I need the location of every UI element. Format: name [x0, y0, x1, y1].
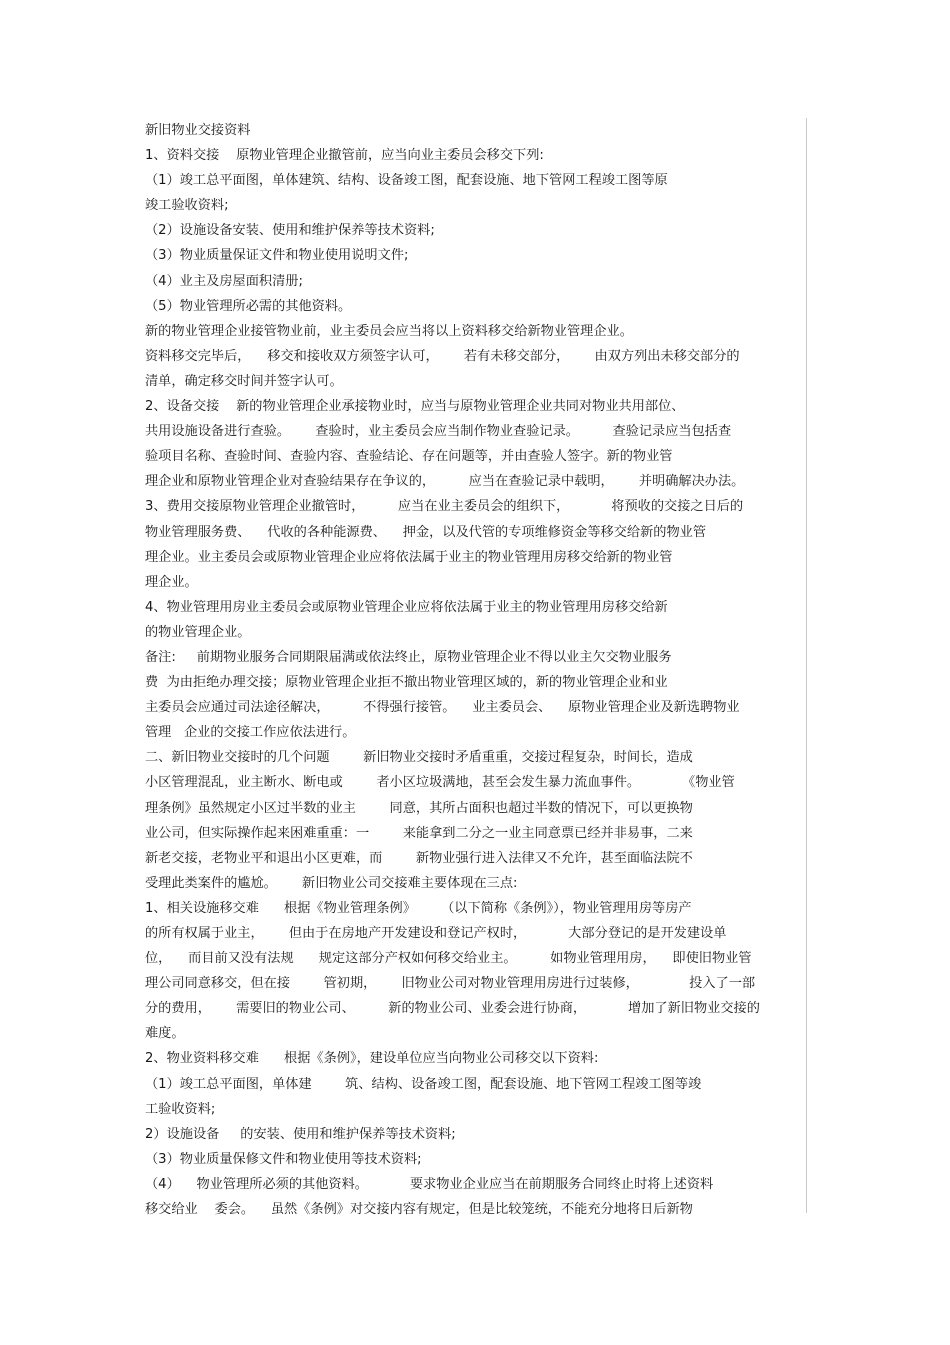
text-line: 3、费用交接原物业管理企业撤管时， 应当在业主委员会的组织下， 将预收的交接之日后的 [145, 499, 744, 515]
text-line: 2、设备交接 新的物业管理企业承接物业时，应当与原物业管理企业共同对物业共用部位、 [145, 399, 685, 415]
text-line: 资料移交完毕后， 移交和接收双方须签字认可， 若有未移交部分， 由双方列出未移交部分的 [145, 348, 740, 364]
text-line: （1）竣工总平面图，单体建筑、结构、设备竣工图，配套设施、地下管网工程竣工图等原 [145, 173, 668, 189]
text-line: （1）竣工总平面图，单体建 筑、结构、设备竣工图，配套设施、地下管网工程竣工图等竣 [145, 1076, 702, 1092]
text-line: 移交给业 委会。 虽然《条例》对交接内容有规定，但是比较笼统，不能充分地将日后新物 [145, 1202, 693, 1218]
text-line: 理企业。业主委员会或原物业管理企业应将依法属于业主的物业管理用房移交给新的物业管 [145, 549, 673, 565]
text-line: 费 为由拒绝办理交接；原物业管理企业拒不撤出物业管理区域的，新的物业管理企业和业 [145, 675, 668, 691]
text-line: 2、物业资料移交难 根据《条例》，建设单位应当向物业公司移交以下资料: [145, 1051, 599, 1067]
text-line: 4、物业管理用房业主委员会或原物业管理企业应将依法属于业主的物业管理用房移交给新 [145, 599, 668, 615]
text-line: 1、资料交接 原物业管理企业撤管前，应当向业主委员会移交下列: [145, 148, 544, 164]
text-line: （4） 物业管理所必须的其他资料。 要求物业企业应当在前期服务合同终止时将上述资料 [145, 1176, 714, 1192]
text-line: 1、相关设施移交难 根据《物业管理条例》 （以下简称《条例》），物业管理用房等房产 [145, 900, 692, 916]
text-line: 理企业和原物业管理企业对查验结果存在争议的， 应当在查验记录中载明， 并明确解决办法。 [145, 474, 745, 490]
text-line: （3）物业质量保证文件和物业使用说明文件; [145, 248, 409, 264]
text-line: （4）业主及房屋面积清册; [145, 273, 303, 289]
text-line: 的所有权属于业主， 但由于在房地产开发建设和登记产权时， 大部分登记的是开发建设单 [145, 926, 727, 941]
document-title: 新旧物业交接资料 [145, 123, 251, 138]
text-line: 验项目名称、查验时间、查验内容、查验结论、存在问题等，并由查验人签字。新的物业管 [145, 449, 673, 465]
text-line: （2）设施设备安装、使用和维护保养等技术资料; [145, 223, 435, 239]
text-line: （5）物业管理所必需的其他资料。 [145, 298, 352, 314]
text-line: 受理此类案件的尴尬。 新旧物业公司交接难主要体现在三点: [145, 875, 518, 891]
text-line: 小区管理混乱，业主断水、断电或 者小区垃圾满地，甚至会发生暴力流血事件。 《物业管 [145, 775, 735, 791]
text-line: 工验收资料; [145, 1101, 216, 1117]
text-line: 共用设施设备进行查验。 查验时，业主委员会应当制作物业查验记录。 查验记录应当包括查 [145, 424, 732, 440]
text-line: 理公司同意移交，但在接 管初期， 旧物业公司对物业管理用房进行过装修， 投入了一部 [145, 976, 756, 992]
text-line: 新的物业管理企业接管物业前，业主委员会应当将以上资料移交给新物业管理企业。 [145, 323, 633, 339]
text-line: 管理 企业的交接工作应依法进行。 [145, 725, 356, 741]
text-line: 清单，确定移交时间并签字认可。 [145, 373, 343, 389]
text-line: 竣工验收资料; [145, 198, 229, 214]
text-line: 业公司，但实际操作起来困难重重：一 来能拿到二分之一业主同意票已经并非易事，二来 [145, 825, 693, 841]
text-line: 新老交接，老物业平和退出小区更难，而 新物业强行进入法律又不允许，甚至面临法院不 [145, 850, 693, 866]
text-line: 理条例》虽然规定小区过半数的业主 同意，其所占面积也超过半数的情况下，可以更换物 [145, 800, 693, 816]
text-line: 物业管理服务费、 代收的各种能源费、 押金，以及代管的专项维修资金等移交给新的物业管 [145, 524, 707, 540]
text-line: （3）物业质量保修文件和物业使用等技术资料; [145, 1151, 422, 1167]
text-line: 位， 而目前又没有法规 规定这部分产权如何移交给业主。 如物业管理用房， 即使旧物业管 [145, 951, 752, 967]
text-line: 理企业。 [145, 574, 198, 590]
text-line: 难度。 [145, 1026, 185, 1042]
text-line: 分的费用， 需要旧的物业公司、 新的物业公司、业委会进行协商， 增加了新旧物业交接的 [145, 1001, 760, 1017]
right-margin-rule [806, 118, 807, 1213]
text-line: 2）设施设备 的安装、使用和维护保养等技术资料; [145, 1126, 456, 1142]
text-line: 备注: 前期物业服务合同期限届满或依法终止，原物业管理企业不得以业主欠交物业服务 [145, 649, 672, 665]
text-line: 二、新旧物业交接时的几个问题 新旧物业交接时矛盾重重，交接过程复杂，时间长，造成 [145, 750, 693, 766]
document-body [145, 118, 805, 1222]
text-line: 主委员会应通过司法途径解决， 不得强行接管。 业主委员会、 原物业管理企业及新选聘物业 [145, 700, 740, 716]
text-line: 的物业管理企业。 [145, 624, 251, 640]
